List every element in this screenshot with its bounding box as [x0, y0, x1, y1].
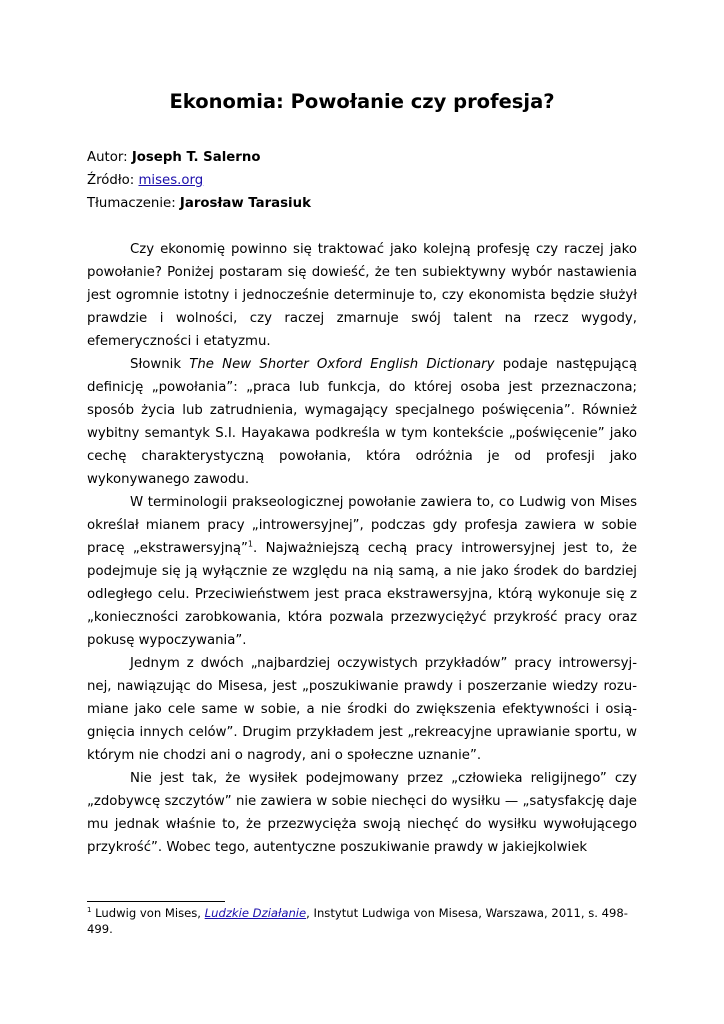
translator-name: Jarosław Tarasiuk: [179, 196, 311, 211]
dictionary-title: The New Shorter Oxford English Dictionary: [189, 357, 495, 372]
paragraph-2: [87, 353, 637, 491]
source-label: Źródło:: [87, 173, 139, 188]
paragraph-1: Czy ekonomię powinno się traktować jako kolejną profesję czy raczej jako powołanie? Poniżej postaram się dowieść, że ten subiektywny wybór nastawienia jest ogromnie istotny i jednocześnie determinuje to, czy ekonomista będzie służył prawdzie i wolności, czy raczej zmarnuje swój talent na rzecz wygody, efemeryczności i etatyzmu.: [87, 242, 637, 349]
author-label: Autor:: [87, 150, 132, 165]
translation-line: [87, 192, 311, 215]
page-title: Ekonomia: Powołanie czy profesja?: [169, 90, 555, 113]
paragraph-4: Jednym z dwóch „najbardziej oczywistych przykładów” pracy introwersyjnej, nawiązując do Misesa, jest „poszukiwanie prawdy i poszerzanie wiedzy rozumiane jako cele same w sobie, a nie środki do zwiększenia efektywności i osiągnięcia innych celów”. Drugim przykładem jest „rekreacyjne uprawianie sportu, w którym nie chodzi ani o nagrody, ani o społeczne uznanie”.: [87, 656, 637, 763]
footnote-text-start: Ludwig von Mises,: [91, 906, 205, 920]
paragraph-5: Nie jest tak, że wysiłek podejmowany przez „człowieka religijnego” czy „zdobywcę szczytów” nie zawiera w sobie niechęci do wysiłku — „satysfakcję daje mu jednak właśnie to, że przezwycięża swoją niechęć do wysiłku wywołującego przykrość”. Wobec tego, autentyczne poszukiwanie prawdy w jakiejkolwiek: [87, 771, 637, 855]
footnote-number: 1: [87, 906, 92, 915]
footnote-ref[interactable]: 1: [247, 539, 254, 549]
source-line: [87, 169, 311, 192]
author-line: [87, 146, 311, 169]
footnote-text-end: , Instytut Ludwiga von Misesa, Warszawa, 2011, s. 498-499.: [87, 906, 628, 936]
footnote-divider: [87, 901, 225, 902]
article-meta: [87, 146, 311, 215]
paragraph-3: [87, 491, 637, 652]
footnote-book-link[interactable]: Ludzkie Działanie: [204, 906, 307, 920]
paragraph-2-intro: Słownik: [130, 357, 190, 372]
paragraph-3-intro: W terminologii prakseologicznej powołanie zawiera to, co Ludwig von Mises określał mianem pracy „introwersyjnej”, podczas gdy profesja zawiera w sobie pracę „ekstrawersyjną”: [87, 495, 637, 556]
footnote: [87, 905, 637, 937]
paragraph-3-text: . Najważniejszą cechą pracy introwersyjnej jest to, że podejmuje się ją wyłącznie ze względu na nią samą, a nie jako środek do bardziej odległego celu. Przeciwieństwem jest praca ekstrawersyjna, którą wykonuje się z „konieczności zarobkowania, która pozwala przezwyciężyć przykrość pracy oraz pokusę wypoczywania”.: [87, 541, 637, 648]
article-body: [87, 238, 637, 859]
paragraph-2-text: podaje następującą definicję „powołania”: „praca lub funkcja, do której osoba jest przeznaczona; sposób życia lub zatrudnienia, wymagający specjalnego poświęcenia”. Również wybitny semantyk S.I. Hayakawa podkreśla w tym kontekście „poświęcenie” jako cechę charakterystyczną powołania, która odróżnia je od profesji jako wykonywanego zawodu.: [87, 357, 638, 487]
author-name: Joseph T. Salerno: [131, 150, 261, 165]
translation-label: Tłumaczenie:: [87, 196, 180, 211]
source-link[interactable]: mises.org: [138, 173, 204, 188]
